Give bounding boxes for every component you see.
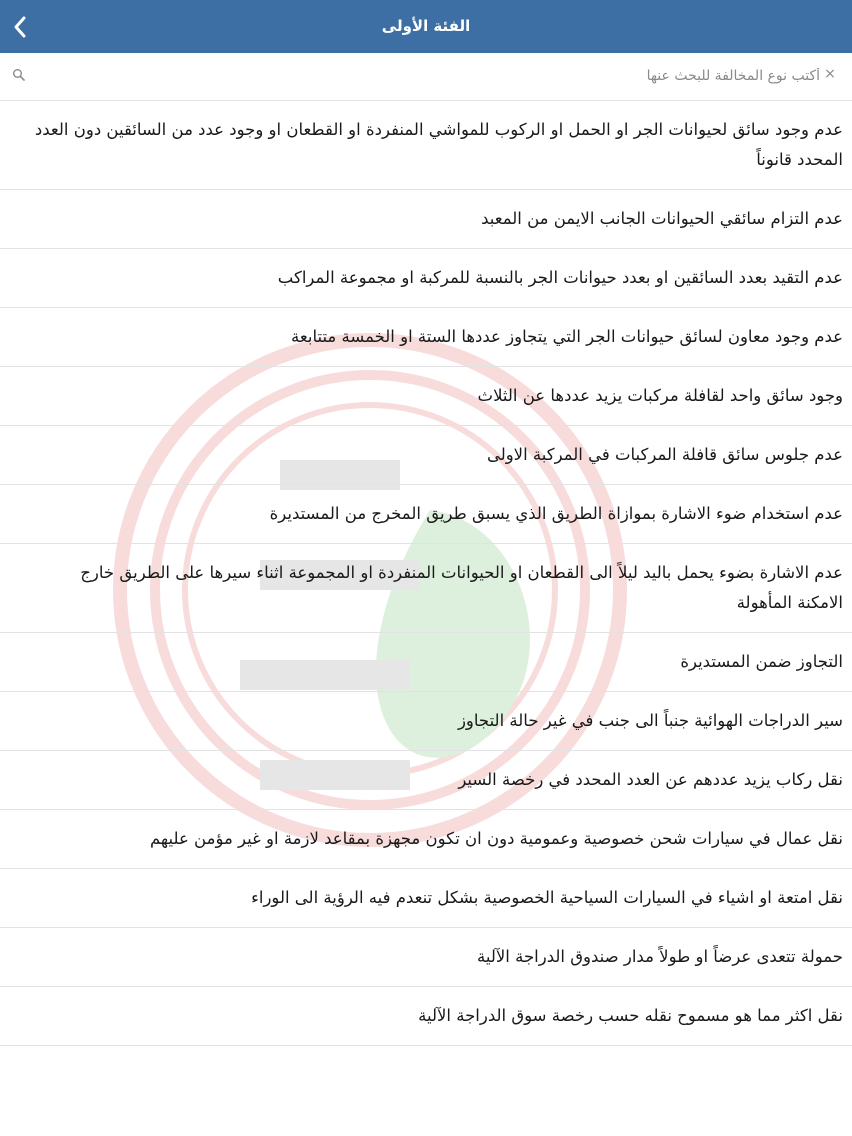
search-icon[interactable] xyxy=(12,67,28,83)
violation-item[interactable]: عدم جلوس سائق قافلة المركبات في المركبة الاولى xyxy=(0,426,852,485)
violation-item[interactable]: عدم استخدام ضوء الاشارة بموازاة الطريق الذي يسبق طريق المخرج من المستديرة xyxy=(0,485,852,544)
violation-item[interactable]: عدم التقيد بعدد السائقين او بعدد حيوانات الجر بالنسبة للمركبة او مجموعة المراكب xyxy=(0,249,852,308)
page-title: الفئة الأولى xyxy=(381,17,471,35)
violation-item[interactable]: نقل ركاب يزيد عددهم عن العدد المحدد في رخصة السير xyxy=(0,751,852,810)
clear-search-button[interactable]: × xyxy=(824,66,836,82)
violation-item[interactable]: نقل عمال في سيارات شحن خصوصية وعمومية دون ان تكون مجهزة بمقاعد لازمة او غير مؤمن عليهم xyxy=(0,810,852,869)
search-bar xyxy=(0,53,852,101)
violation-item[interactable]: عدم الاشارة بضوء يحمل باليد ليلاً الى القطعان او الحيوانات المنفردة او المجموعة اثناء سيرها على الطريق خارج الامكنة المأهولة xyxy=(0,544,852,633)
violation-item[interactable]: عدم وجود معاون لسائق حيوانات الجر التي يتجاوز عددها الستة او الخمسة متتابعة xyxy=(0,308,852,367)
violation-item[interactable]: عدم التزام سائقي الحيوانات الجانب الايمن من المعبد xyxy=(0,190,852,249)
violation-item[interactable]: سير الدراجات الهوائية جنباً الى جنب في غير حالة التجاوز xyxy=(0,692,852,751)
violations-list xyxy=(0,101,852,1136)
violation-item[interactable]: عدم وجود سائق لحيوانات الجر او الحمل او الركوب للمواشي المنفردة او القطعان او وجود عدد من السائقين دون العدد المحدد قانوناً xyxy=(0,101,852,190)
violation-item[interactable]: وجود سائق واحد لقافلة مركبات يزيد عددها عن الثلاث xyxy=(0,367,852,426)
navigation-bar xyxy=(0,0,852,53)
violation-item[interactable]: نقل اكثر مما هو مسموح نقله حسب رخصة سوق الدراجة الآلية xyxy=(0,987,852,1046)
violation-item[interactable]: حمولة تتعدى عرضاً او طولاً مدار صندوق الدراجة الآلية xyxy=(0,928,852,987)
violation-item[interactable]: التجاوز ضمن المستديرة xyxy=(0,633,852,692)
violation-item[interactable]: نقل امتعة او اشياء في السيارات السياحية الخصوصية بشكل تنعدم فيه الرؤية الى الوراء xyxy=(0,869,852,928)
search-input[interactable] xyxy=(40,61,820,91)
